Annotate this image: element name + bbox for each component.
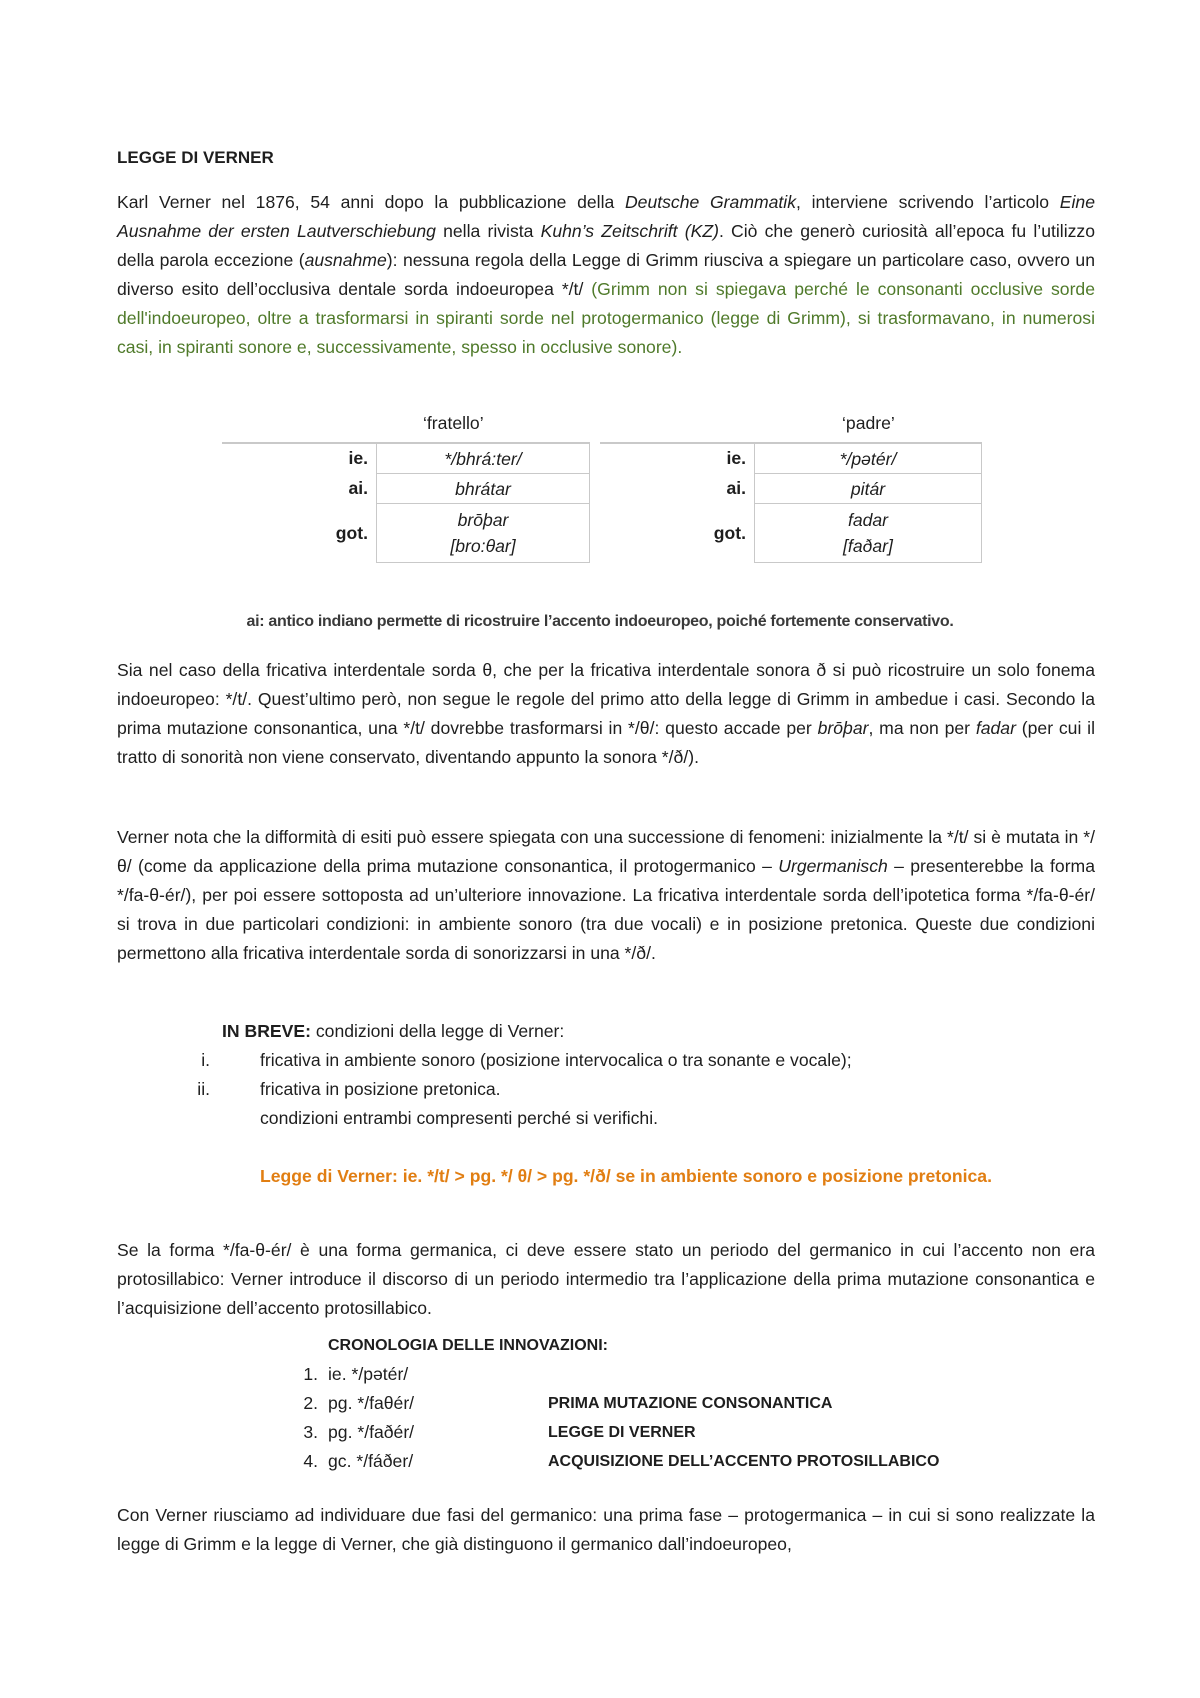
list-number: 4. (303, 1451, 318, 1471)
green-note: (Grimm non si spiegava perché le consonanti occlusive sorde dell'indoeuropeo, oltre a trasformarsi in spiranti sorde nel protogermanico (legge di Grimm), si trasformavano, in numerosi casi, in spiranti sonore e, successivamente, spesso in occlusive sonore). (117, 279, 1095, 357)
text: – presenterebbe la forma */fa-θ-ér/), per poi essere sottoposta ad un’ulteriore innovazione. La fricativa interdentale sorda dell’ipotetica forma */fa-θ-ér/ si trova in due particolari condizioni: in ambiente sonoro (tra due vocali) e in posizione pretonica. Queste due condizioni permettono alla fricativa interdentale sorda di sonorizzarsi in una */ð/. (117, 856, 1095, 963)
form-line: [faðar] (843, 536, 893, 556)
list-text: fricativa in ambiente sonoro (posizione intervocalica o tra sonante e vocale); (260, 1050, 852, 1070)
form-text: ie. */pətér/ (328, 1364, 409, 1384)
text: Karl Verner nel 1876, 54 anni dopo la pubblicazione della (117, 192, 625, 212)
table-row (600, 504, 982, 563)
text: . Ciò che generò curiosità all’epoca fu l’utilizzo della parola eccezione ( (117, 221, 1095, 270)
table-row (600, 474, 982, 504)
text: Sia nel caso della fricativa interdentale sorda θ, che per la fricativa interdentale sonora ð si può ricostruire un solo fonema indoeuropeo: */t/. Quest’ultimo però, non segue le regole del primo atto della legge di Grimm in ambedue i casi. Secondo la prima mutazione consonantica, una */t/ dovrebbe trasformarsi in */θ/: questo accade per (117, 660, 1095, 738)
italic-text: fadar (975, 718, 1016, 738)
list-number: 2. (303, 1393, 318, 1413)
rule-verner: Legge di Verner: ie. */t/ > pg. */ θ/ > pg. */ð/ se in ambiente sonoro e posizione pretonica. (260, 1166, 992, 1186)
list-number: 3. (303, 1422, 318, 1442)
table-row (222, 443, 590, 474)
form-cell: bhrátar (377, 474, 590, 504)
list-item (288, 1447, 1088, 1476)
form-line: [bro:θar] (450, 536, 516, 556)
italic-text: Deutsche Grammatik (624, 192, 797, 212)
form-cell: */pətér/ (755, 443, 982, 474)
paragraph-intro (117, 188, 1095, 362)
text: condizioni della legge di Verner: (310, 1021, 565, 1041)
paragraph-accento: Se la forma */fa-θ-ér/ è una forma germanica, ci deve essere stato un periodo del germanico in cui l’accento non era protosillabico: Verner introduce il discorso di un periodo intermedio tra l’applicazione della prima mutazione consonantica e l’acquisizione dell’accento protosillabico. (117, 1240, 1095, 1318)
breve-after: condizioni entrambi compresenti perché si verifichi. (260, 1108, 658, 1128)
text: Verner nota che la difformità di esiti può essere spiegata con una successione di fenomeni: inizialmente la */t/ si è mutata in */θ/ (come da applicazione della prima mutazione consonantica, il protogermanico – (117, 827, 1095, 876)
innovation-label: ACQUISIZIONE DELL’ACCENTO PROTOSILLABICO (548, 1453, 940, 1470)
table-row (222, 504, 590, 563)
table-fratello (222, 442, 590, 563)
lang-label: ai. (348, 478, 368, 498)
italic-text: Kuhn’s Zeitschrift (KZ) (540, 221, 719, 241)
breve-lead: IN BREVE: (222, 1021, 311, 1041)
text: (per cui il tratto di sonorità non viene conservato, diventando appunto la sonora */ð/). (117, 718, 1095, 767)
note-antico-indiano: ai: antico indiano permette di ricostruire l’accento indoeuropeo, poiché fortemente conservativo. (246, 613, 954, 630)
lang-label: ie. (222, 443, 377, 474)
form-text: pg. */faθér/ (328, 1393, 415, 1413)
innovation-label: PRIMA MUTAZIONE CONSONANTICA (548, 1395, 833, 1412)
text: , interviene scrivendo l’articolo (796, 192, 1060, 212)
list-item (288, 1418, 1088, 1447)
paragraph-verner-nota (117, 823, 1095, 968)
text: , ma non per (868, 718, 976, 738)
text: ): nessuna regola della Legge di Grimm riusciva a spiegare un particolare caso, ovvero un diverso esito dell’occlusiva dentale sorda indoeuropea */t/ (117, 250, 1096, 299)
text: nella rivista (435, 221, 541, 241)
italic-text: Eine Ausnahme der ersten Lautverschiebung (117, 192, 1095, 241)
form-cell: pitár (755, 474, 982, 504)
list-item (288, 1360, 1088, 1389)
innovation-label: LEGGE DI VERNER (548, 1424, 696, 1441)
breve-heading (222, 1017, 564, 1046)
form-line: fadar (847, 510, 889, 530)
form-text: gc. */fáðer/ (328, 1451, 414, 1471)
form-cell (377, 504, 590, 563)
list-number: ii. (197, 1079, 210, 1099)
lang-label: ie. (600, 443, 755, 474)
cronologia-heading: CRONOLOGIA DELLE INNOVAZIONI: (328, 1337, 608, 1354)
list-text: fricativa in posizione pretonica. (260, 1079, 501, 1099)
lang-label: got. (335, 522, 368, 543)
form-cell (755, 504, 982, 563)
italic-text: Urgermanisch (778, 856, 888, 876)
italic-text: ausnahme (304, 250, 387, 270)
paragraph-fasi: Con Verner riusciamo ad individuare due fasi del germanico: una prima fase – protogermanica – in cui si sono realizzate la legge di Grimm e la legge di Verner, che già distinguono il germanico dall’indoeuropeo, (117, 1505, 1095, 1554)
table-padre (600, 442, 982, 563)
form-line: brōþar (457, 510, 509, 530)
lang-label: ai. (726, 478, 746, 498)
table-row (600, 443, 982, 474)
paragraph-fricative (117, 656, 1095, 772)
gloss-padre: ‘padre’ (842, 413, 895, 433)
list-number: i. (201, 1050, 210, 1070)
lang-label: got. (713, 522, 746, 543)
form-cell: */bhrá:ter/ (377, 443, 590, 474)
form-text: pg. */faðér/ (328, 1422, 415, 1442)
gloss-fratello: ‘fratello’ (423, 413, 484, 433)
list-number: 1. (303, 1364, 318, 1384)
page-title: LEGGE DI VERNER (117, 148, 274, 167)
table-row (222, 474, 590, 504)
list-item (288, 1389, 1088, 1418)
italic-text: brōþar (817, 718, 869, 738)
